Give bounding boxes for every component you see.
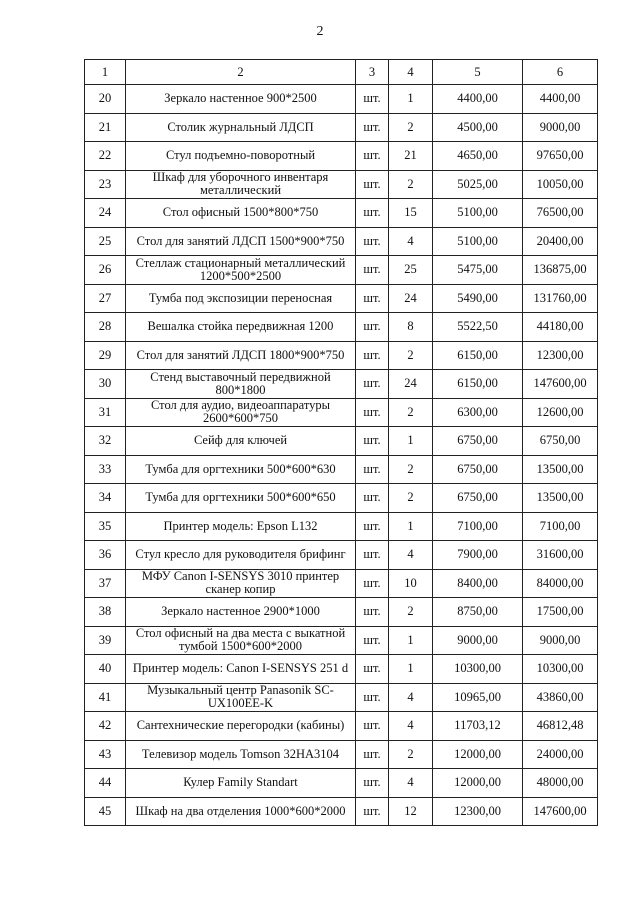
quantity: 4 — [389, 541, 433, 570]
item-name: Шкаф для уборочного инвентаря металлический — [126, 170, 356, 199]
total-amount: 147600,00 — [523, 797, 598, 826]
item-name: Принтер модель: Epson L132 — [126, 512, 356, 541]
table-row — [85, 199, 598, 228]
row-number: 21 — [85, 113, 126, 142]
total-amount: 13500,00 — [523, 484, 598, 513]
item-name: Зеркало настенное 2900*1000 — [126, 598, 356, 627]
table-row — [85, 398, 598, 427]
unit-price: 5100,00 — [433, 227, 523, 256]
total-amount: 12600,00 — [523, 398, 598, 427]
quantity: 1 — [389, 655, 433, 684]
table-row — [85, 284, 598, 313]
quantity: 24 — [389, 284, 433, 313]
row-number: 43 — [85, 740, 126, 769]
total-amount: 10300,00 — [523, 655, 598, 684]
quantity: 1 — [389, 626, 433, 655]
total-amount: 76500,00 — [523, 199, 598, 228]
row-number: 38 — [85, 598, 126, 627]
table-row — [85, 455, 598, 484]
unit-price: 6150,00 — [433, 370, 523, 399]
unit-price: 12000,00 — [433, 769, 523, 798]
row-number: 29 — [85, 341, 126, 370]
item-name: Стол для занятий ЛДСП 1500*900*750 — [126, 227, 356, 256]
header-cell-6: 6 — [523, 60, 598, 85]
item-name: Кулер Family Standart — [126, 769, 356, 798]
row-number: 23 — [85, 170, 126, 199]
unit: шт. — [356, 455, 389, 484]
total-amount: 13500,00 — [523, 455, 598, 484]
unit: шт. — [356, 598, 389, 627]
total-amount: 44180,00 — [523, 313, 598, 342]
total-amount: 84000,00 — [523, 569, 598, 598]
total-amount: 147600,00 — [523, 370, 598, 399]
unit-price: 10300,00 — [433, 655, 523, 684]
unit: шт. — [356, 85, 389, 114]
quantity: 4 — [389, 227, 433, 256]
row-number: 26 — [85, 256, 126, 285]
item-name: Зеркало настенное 900*2500 — [126, 85, 356, 114]
item-name: Стол для занятий ЛДСП 1800*900*750 — [126, 341, 356, 370]
unit-price: 6750,00 — [433, 484, 523, 513]
quantity: 4 — [389, 683, 433, 712]
unit: шт. — [356, 541, 389, 570]
table-body — [85, 85, 598, 826]
unit-price: 7900,00 — [433, 541, 523, 570]
unit: шт. — [356, 370, 389, 399]
item-name: Стенд выставочный передвижной 800*1800 — [126, 370, 356, 399]
unit-price: 12300,00 — [433, 797, 523, 826]
total-amount: 43860,00 — [523, 683, 598, 712]
item-name: Тумба для оргтехники 500*600*650 — [126, 484, 356, 513]
total-amount: 136875,00 — [523, 256, 598, 285]
table-row — [85, 85, 598, 114]
table-row — [85, 569, 598, 598]
item-name: Стул кресло для руководителя брифинг — [126, 541, 356, 570]
quantity: 25 — [389, 256, 433, 285]
row-number: 31 — [85, 398, 126, 427]
item-name: Стол для аудио, видеоаппаратуры 2600*600*750 — [126, 398, 356, 427]
quantity: 2 — [389, 484, 433, 513]
total-amount: 97650,00 — [523, 142, 598, 171]
table-row — [85, 712, 598, 741]
row-number: 35 — [85, 512, 126, 541]
total-amount: 24000,00 — [523, 740, 598, 769]
row-number: 39 — [85, 626, 126, 655]
quantity: 21 — [389, 142, 433, 171]
total-amount: 20400,00 — [523, 227, 598, 256]
total-amount: 131760,00 — [523, 284, 598, 313]
unit-price: 5025,00 — [433, 170, 523, 199]
header-cell-2: 2 — [126, 60, 356, 85]
unit-price: 4650,00 — [433, 142, 523, 171]
item-name: Сантехнические перегородки (кабины) — [126, 712, 356, 741]
unit-price: 10965,00 — [433, 683, 523, 712]
item-name: Музыкальный центр Panasonik SC-UX100EE-K — [126, 683, 356, 712]
header-cell-1: 1 — [85, 60, 126, 85]
row-number: 37 — [85, 569, 126, 598]
unit: шт. — [356, 313, 389, 342]
unit: шт. — [356, 626, 389, 655]
unit: шт. — [356, 113, 389, 142]
total-amount: 17500,00 — [523, 598, 598, 627]
table-row — [85, 484, 598, 513]
total-amount: 4400,00 — [523, 85, 598, 114]
unit: шт. — [356, 740, 389, 769]
unit-price: 5522,50 — [433, 313, 523, 342]
quantity: 10 — [389, 569, 433, 598]
unit: шт. — [356, 256, 389, 285]
total-amount: 31600,00 — [523, 541, 598, 570]
row-number: 36 — [85, 541, 126, 570]
unit-price: 12000,00 — [433, 740, 523, 769]
unit: шт. — [356, 170, 389, 199]
row-number: 33 — [85, 455, 126, 484]
unit: шт. — [356, 484, 389, 513]
table-row — [85, 142, 598, 171]
table-row — [85, 797, 598, 826]
unit-price: 4400,00 — [433, 85, 523, 114]
unit: шт. — [356, 712, 389, 741]
quantity: 2 — [389, 113, 433, 142]
unit-price: 6300,00 — [433, 398, 523, 427]
unit-price: 9000,00 — [433, 626, 523, 655]
table-row — [85, 626, 598, 655]
item-name: Шкаф на два отделения 1000*600*2000 — [126, 797, 356, 826]
quantity: 1 — [389, 512, 433, 541]
table-row — [85, 370, 598, 399]
quantity: 2 — [389, 398, 433, 427]
row-number: 20 — [85, 85, 126, 114]
header-row — [85, 60, 598, 85]
total-amount: 10050,00 — [523, 170, 598, 199]
unit: шт. — [356, 683, 389, 712]
unit-price: 8750,00 — [433, 598, 523, 627]
quantity: 8 — [389, 313, 433, 342]
total-amount: 7100,00 — [523, 512, 598, 541]
header-cell-5: 5 — [433, 60, 523, 85]
table-row — [85, 655, 598, 684]
header-cell-4: 4 — [389, 60, 433, 85]
table-row — [85, 113, 598, 142]
quantity: 1 — [389, 427, 433, 456]
row-number: 24 — [85, 199, 126, 228]
unit: шт. — [356, 427, 389, 456]
row-number: 32 — [85, 427, 126, 456]
unit: шт. — [356, 569, 389, 598]
total-amount: 12300,00 — [523, 341, 598, 370]
quantity: 2 — [389, 455, 433, 484]
unit-price: 7100,00 — [433, 512, 523, 541]
row-number: 42 — [85, 712, 126, 741]
item-name: Стол офисный на два места с выкатной тумбой 1500*600*2000 — [126, 626, 356, 655]
quantity: 2 — [389, 170, 433, 199]
row-number: 27 — [85, 284, 126, 313]
table-row — [85, 541, 598, 570]
row-number: 34 — [85, 484, 126, 513]
quantity: 4 — [389, 769, 433, 798]
table-row — [85, 341, 598, 370]
table-row — [85, 683, 598, 712]
unit: шт. — [356, 227, 389, 256]
unit-price: 5490,00 — [433, 284, 523, 313]
unit: шт. — [356, 199, 389, 228]
unit: шт. — [356, 797, 389, 826]
unit-price: 8400,00 — [433, 569, 523, 598]
unit-price: 5475,00 — [433, 256, 523, 285]
unit: шт. — [356, 769, 389, 798]
total-amount: 6750,00 — [523, 427, 598, 456]
row-number: 45 — [85, 797, 126, 826]
unit: шт. — [356, 655, 389, 684]
table-row — [85, 170, 598, 199]
table-row — [85, 427, 598, 456]
unit-price: 6750,00 — [433, 427, 523, 456]
row-number: 22 — [85, 142, 126, 171]
unit-price: 6150,00 — [433, 341, 523, 370]
item-name: Принтер модель: Canon I-SENSYS 251 d — [126, 655, 356, 684]
row-number: 41 — [85, 683, 126, 712]
quantity: 2 — [389, 740, 433, 769]
item-name: Вешалка стойка передвижная 1200 — [126, 313, 356, 342]
quantity: 1 — [389, 85, 433, 114]
row-number: 25 — [85, 227, 126, 256]
item-name: Тумба под экспозиции переносная — [126, 284, 356, 313]
item-name: Телевизор модель Tomson 32HA3104 — [126, 740, 356, 769]
quantity: 2 — [389, 341, 433, 370]
table-row — [85, 256, 598, 285]
quantity: 2 — [389, 598, 433, 627]
total-amount: 9000,00 — [523, 626, 598, 655]
row-number: 44 — [85, 769, 126, 798]
quantity: 4 — [389, 712, 433, 741]
item-name: Тумба для оргтехники 500*600*630 — [126, 455, 356, 484]
total-amount: 9000,00 — [523, 113, 598, 142]
unit-price: 5100,00 — [433, 199, 523, 228]
table-row — [85, 227, 598, 256]
unit-price: 4500,00 — [433, 113, 523, 142]
unit: шт. — [356, 284, 389, 313]
unit-price: 6750,00 — [433, 455, 523, 484]
unit: шт. — [356, 142, 389, 171]
unit-price: 11703,12 — [433, 712, 523, 741]
unit: шт. — [356, 341, 389, 370]
item-name: Стул подъемно-поворотный — [126, 142, 356, 171]
table-row — [85, 313, 598, 342]
table-row — [85, 769, 598, 798]
table-header — [85, 60, 598, 85]
row-number: 28 — [85, 313, 126, 342]
quantity: 24 — [389, 370, 433, 399]
row-number: 40 — [85, 655, 126, 684]
page-number: 2 — [316, 24, 324, 39]
unit: шт. — [356, 398, 389, 427]
item-name: МФУ Canon I-SENSYS 3010 принтер сканер копир — [126, 569, 356, 598]
quantity: 12 — [389, 797, 433, 826]
total-amount: 48000,00 — [523, 769, 598, 798]
item-name: Столик журнальный ЛДСП — [126, 113, 356, 142]
inventory-table — [84, 59, 598, 826]
row-number: 30 — [85, 370, 126, 399]
table-row — [85, 598, 598, 627]
item-name: Стол офисный 1500*800*750 — [126, 199, 356, 228]
table-row — [85, 512, 598, 541]
quantity: 15 — [389, 199, 433, 228]
header-cell-3: 3 — [356, 60, 389, 85]
unit: шт. — [356, 512, 389, 541]
total-amount: 46812,48 — [523, 712, 598, 741]
item-name: Сейф для ключей — [126, 427, 356, 456]
table-row — [85, 740, 598, 769]
item-name: Стеллаж стационарный металлический 1200*500*2500 — [126, 256, 356, 285]
